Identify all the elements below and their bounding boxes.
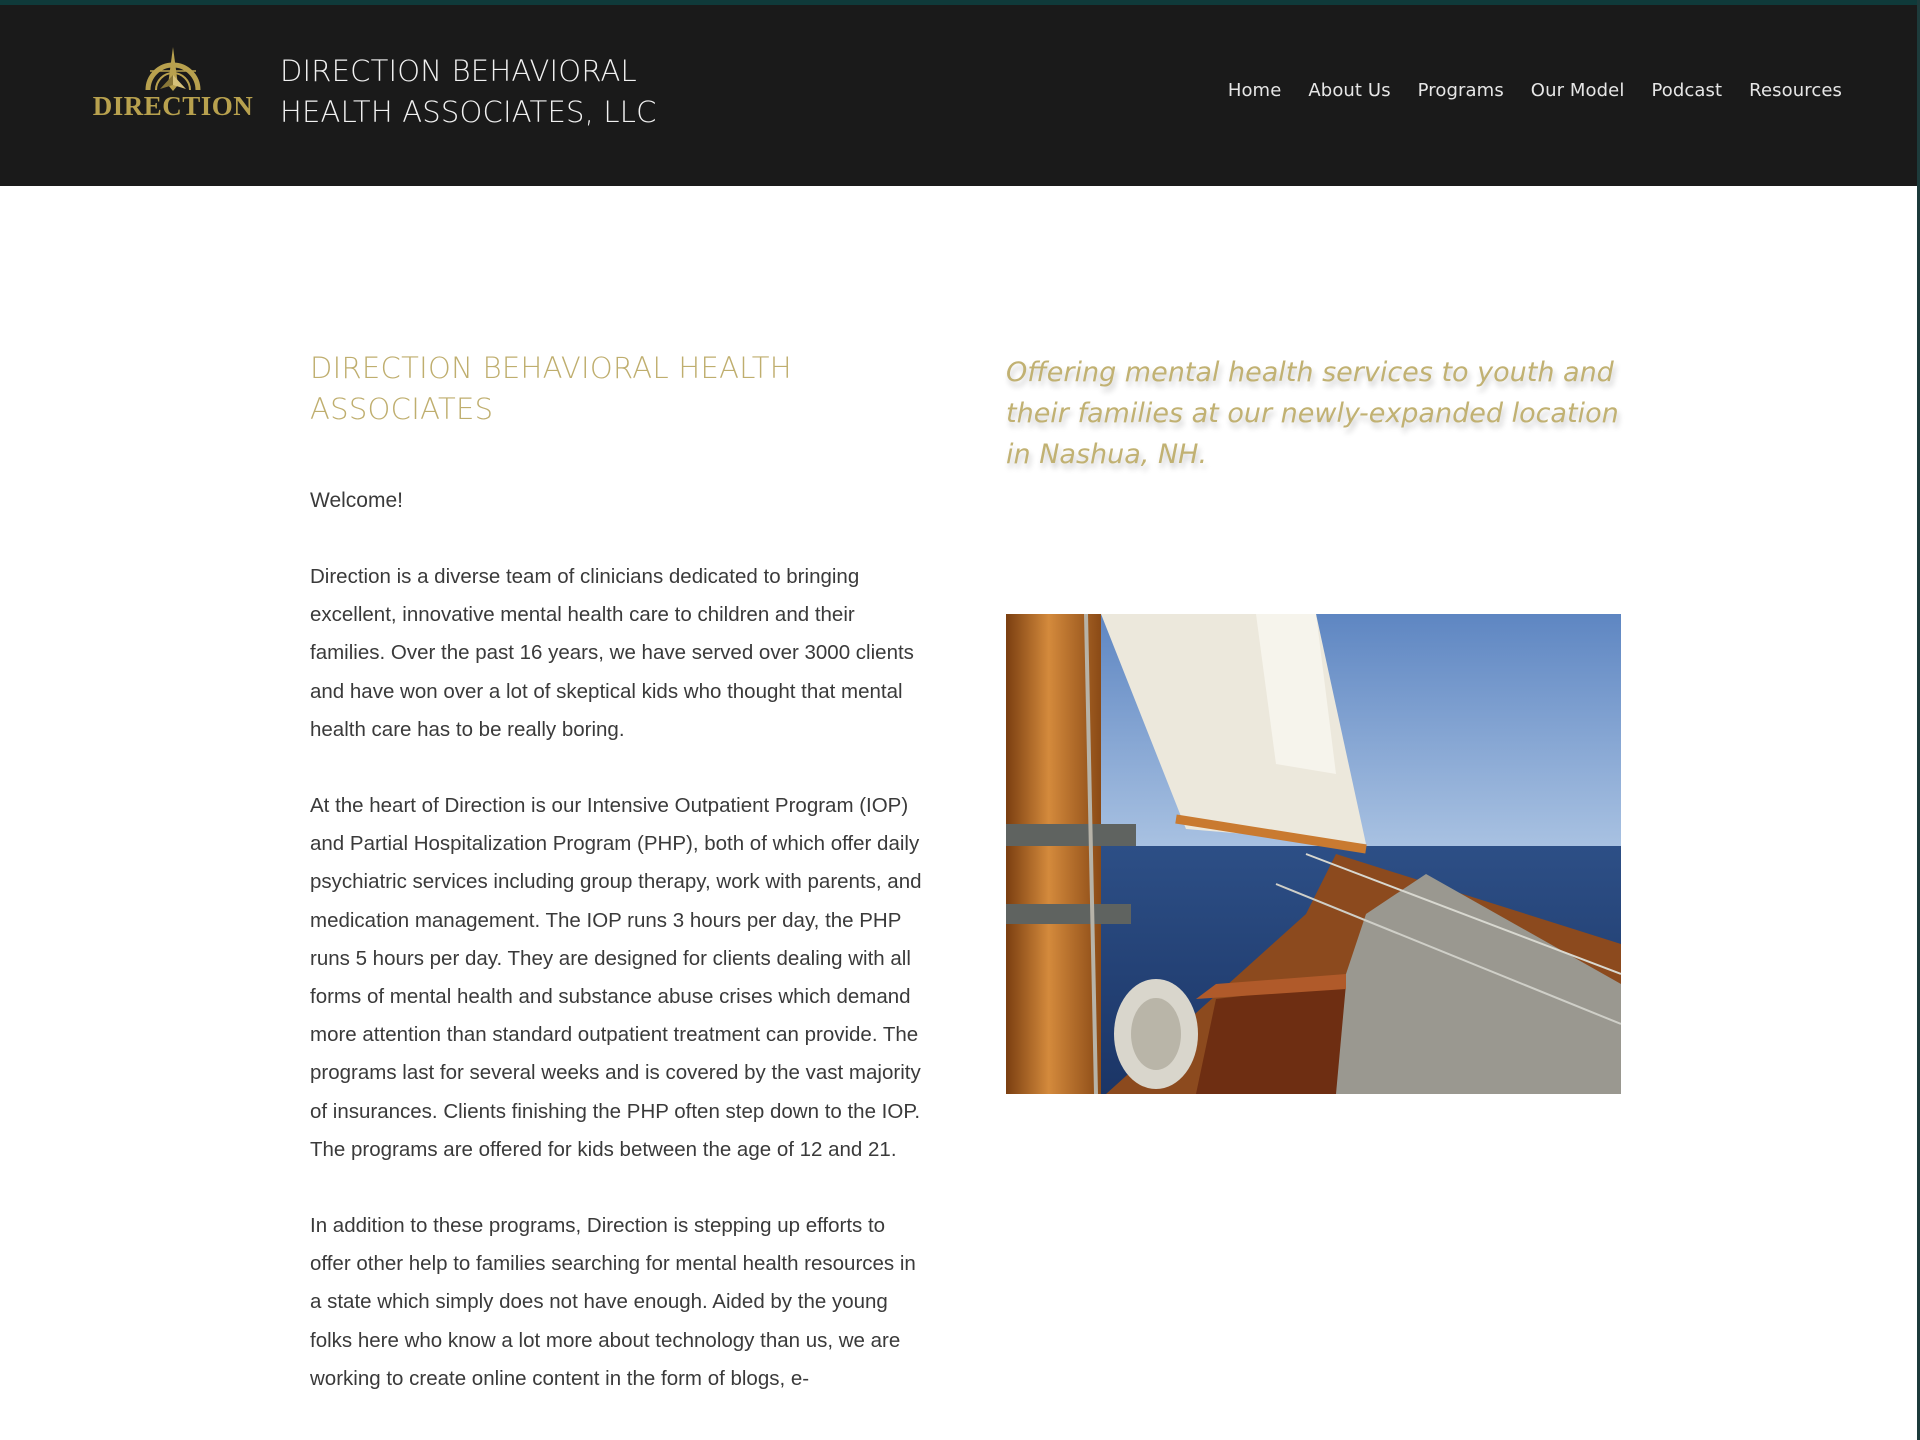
nav-about-us[interactable]: About Us <box>1308 80 1391 101</box>
site-header <box>0 5 1917 186</box>
nav-home[interactable]: Home <box>1227 80 1282 101</box>
sailboat-image <box>1006 614 1621 1094</box>
tagline: Offering mental health services to youth and their families at our newly-expanded location in Nashua, NH. <box>1006 357 1619 470</box>
logo[interactable] <box>90 45 256 125</box>
nav-podcast[interactable]: Podcast <box>1651 80 1723 101</box>
intro-paragraph-1: Direction is a diverse team of clinicians dedicated to bringing excellent, innovative mental health care to children and their families. Over the past 16 years, we have served over 3000 clients and have won over a lot of skeptical kids who thought that mental health care has to be really boring. <box>310 565 914 741</box>
nav-our-model[interactable]: Our Model <box>1530 80 1625 101</box>
site-title[interactable] <box>280 51 680 133</box>
main-nav <box>1228 80 1842 101</box>
sailboat-photo <box>1006 614 1621 1094</box>
site-title-line-2: HEALTH ASSOCIATES, LLC <box>280 95 657 129</box>
site-title-line-1: DIRECTION BEHAVIORAL <box>280 54 637 88</box>
nav-resources[interactable]: Resources <box>1749 80 1842 101</box>
page-heading: DIRECTION BEHAVIORAL HEALTH ASSOCIATES <box>310 351 792 426</box>
intro-section <box>310 348 930 1398</box>
logo-wordmark: DIRECTION <box>92 91 254 121</box>
compass-icon <box>90 45 256 93</box>
welcome-text: Welcome! <box>310 489 403 512</box>
intro-paragraph-3: In addition to these programs, Direction is stepping up efforts to offer other help to families searching for mental health resources in a state which simply does not have enough. Aided by the young folks here who know a lot more about technology than us, we are working to create online content in the form of blogs, e- <box>310 1214 916 1390</box>
nav-programs[interactable]: Programs <box>1417 80 1504 101</box>
intro-paragraph-2: At the heart of Direction is our Intensive Outpatient Program (IOP) and Partial Hospitalization Program (PHP), both of which offer daily psychiatric services including group therapy, work with parents, and medication management. The IOP runs 3 hours per day, the PHP runs 5 hours per day. They are designed for clients dealing with all forms of mental health and substance abuse crises which demand more attention than standard outpatient treatment can provide. The programs last for several weeks and is covered by the vast majority of insurances. Clients finishing the PHP often step down to the IOP. The programs are offered for kids between the age of 12 and 21. <box>310 794 922 1161</box>
